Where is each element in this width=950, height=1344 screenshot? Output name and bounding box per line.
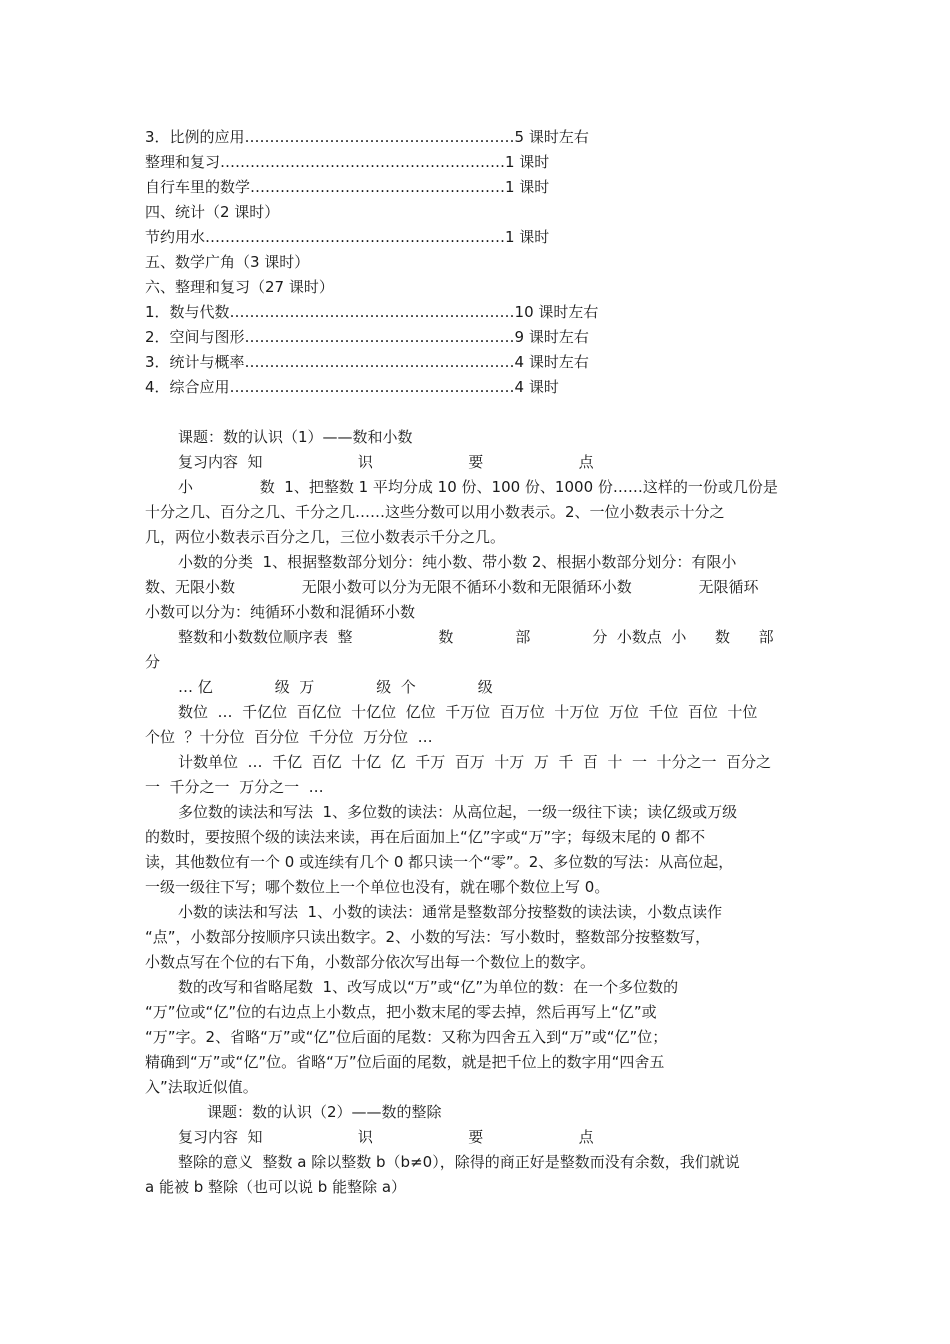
paragraph-line: 整数和小数数位顺序表 整 数 部 分 小数点 小 数 部	[178, 628, 774, 646]
section-title: 课题：数的认识（2）——数的整除	[207, 1103, 442, 1121]
toc-line: 四、统计（2 课时）	[145, 203, 280, 221]
toc-line: 2．空间与图形………………………………………………9 课时左右	[145, 328, 589, 346]
paragraph-line: 精确到“万”或“亿”位。省略“万”位后面的尾数，就是把千位上的数字用“四舍五	[145, 1053, 665, 1071]
paragraph-line: 数位 … 千亿位 百亿位 十亿位 亿位 千万位 百万位 十万位 万位 千位 百位 十位	[178, 703, 758, 721]
toc-line: 1．数与代数…………………………………………………10 课时左右	[145, 303, 599, 321]
paragraph-line: 小数点写在个位的右下角，小数部分依次写出每一个数位上的数字。	[145, 953, 596, 971]
paragraph-line: a 能被 b 整除（也可以说 b 能整除 a）	[145, 1178, 407, 1196]
paragraph-line: “点”，小数部分按顺序只读出数字。2、小数的写法：写小数时，整数部分按整数写，	[145, 928, 711, 946]
toc-line: 六、整理和复习（27 课时）	[145, 278, 334, 296]
paragraph-line: 入”法取近似值。	[145, 1078, 258, 1096]
paragraph-line: 几，两位小数表示百分之几，三位小数表示千分之几。	[145, 528, 506, 546]
paragraph-line: 小数的读法和写法 1、小数的读法：通常是整数部分按整数的读法读，小数点读作	[178, 903, 723, 921]
paragraph-line: … 亿 级 万 级 个 级	[178, 678, 493, 696]
table-header: 复习内容 知 识 要 点	[178, 453, 594, 471]
paragraph-line: 一级一级往下写；哪个数位上一个单位也没有，就在哪个数位上写 0。	[145, 878, 610, 896]
toc-line: 自行车里的数学……………………………………………1 课时	[145, 178, 550, 196]
toc-line: 五、数学广角（3 课时）	[145, 253, 310, 271]
toc-line: 4．综合应用…………………………………………………4 课时	[145, 378, 559, 396]
paragraph-line: 计数单位 … 千亿 百亿 十亿 亿 千万 百万 十万 万 千 百 十 一 十分之一 百分之	[178, 753, 772, 771]
paragraph-line: “万”位或“亿”位的右边点上小数点，把小数末尾的零去掉，然后再写上“亿”或	[145, 1003, 657, 1021]
toc-line: 3．统计与概率………………………………………………4 课时左右	[145, 353, 589, 371]
paragraph-line: 一 千分之一 万分之一 …	[145, 778, 324, 796]
paragraph-line: 分	[145, 653, 161, 671]
paragraph-line: 读，其他数位有一个 0 或连续有几个 0 都只读一个“零”。2、多位数的写法：从高位起，	[145, 853, 734, 871]
paragraph-line: 十分之几、百分之几、千分之几……这些分数可以用小数表示。2、一位小数表示十分之	[145, 503, 725, 521]
paragraph-line: 个位 ？十分位 百分位 千分位 万分位 …	[145, 728, 433, 746]
paragraph-line: “万”字。2、省略“万”或“亿”位后面的尾数：又称为四舍五入到“万”或“亿”位；	[145, 1028, 668, 1046]
toc-line: 整理和复习…………………………………………………1 课时	[145, 153, 550, 171]
paragraph-line: 小 数 1、把整数 1 平均分成 10 份、100 份、1000 份……这样的一份或几份是	[178, 478, 778, 496]
paragraph-line: 数的改写和省略尾数 1、改写成以“万”或“亿”为单位的数：在一个多位数的	[178, 978, 679, 996]
toc-line: 3．比例的应用………………………………………………5 课时左右	[145, 128, 589, 146]
toc-line: 节约用水……………………………………………………1 课时	[145, 228, 550, 246]
paragraph-line: 小数可以分为：纯循环小数和混循环小数	[145, 603, 416, 621]
paragraph-line: 的数时，要按照个级的读法来读，再在后面加上“亿”字或“万”字；每级末尾的 0 都不	[145, 828, 706, 846]
section-title: 课题：数的认识（1）——数和小数	[178, 428, 413, 446]
table-header: 复习内容 知 识 要 点	[178, 1128, 594, 1146]
paragraph-line: 多位数的读法和写法 1、多位数的读法：从高位起，一级一级往下读；读亿级或万级	[178, 803, 738, 821]
paragraph-line: 整除的意义 整数 a 除以整数 b（b≠0），除得的商正好是整数而没有余数，我们就说	[178, 1153, 740, 1171]
paragraph-line: 数、无限小数 无限小数可以分为无限不循环小数和无限循环小数 无限循环	[145, 578, 759, 596]
paragraph-line: 小数的分类 1、根据整数部分划分：纯小数、带小数 2、根据小数部分划分：有限小	[178, 553, 737, 571]
